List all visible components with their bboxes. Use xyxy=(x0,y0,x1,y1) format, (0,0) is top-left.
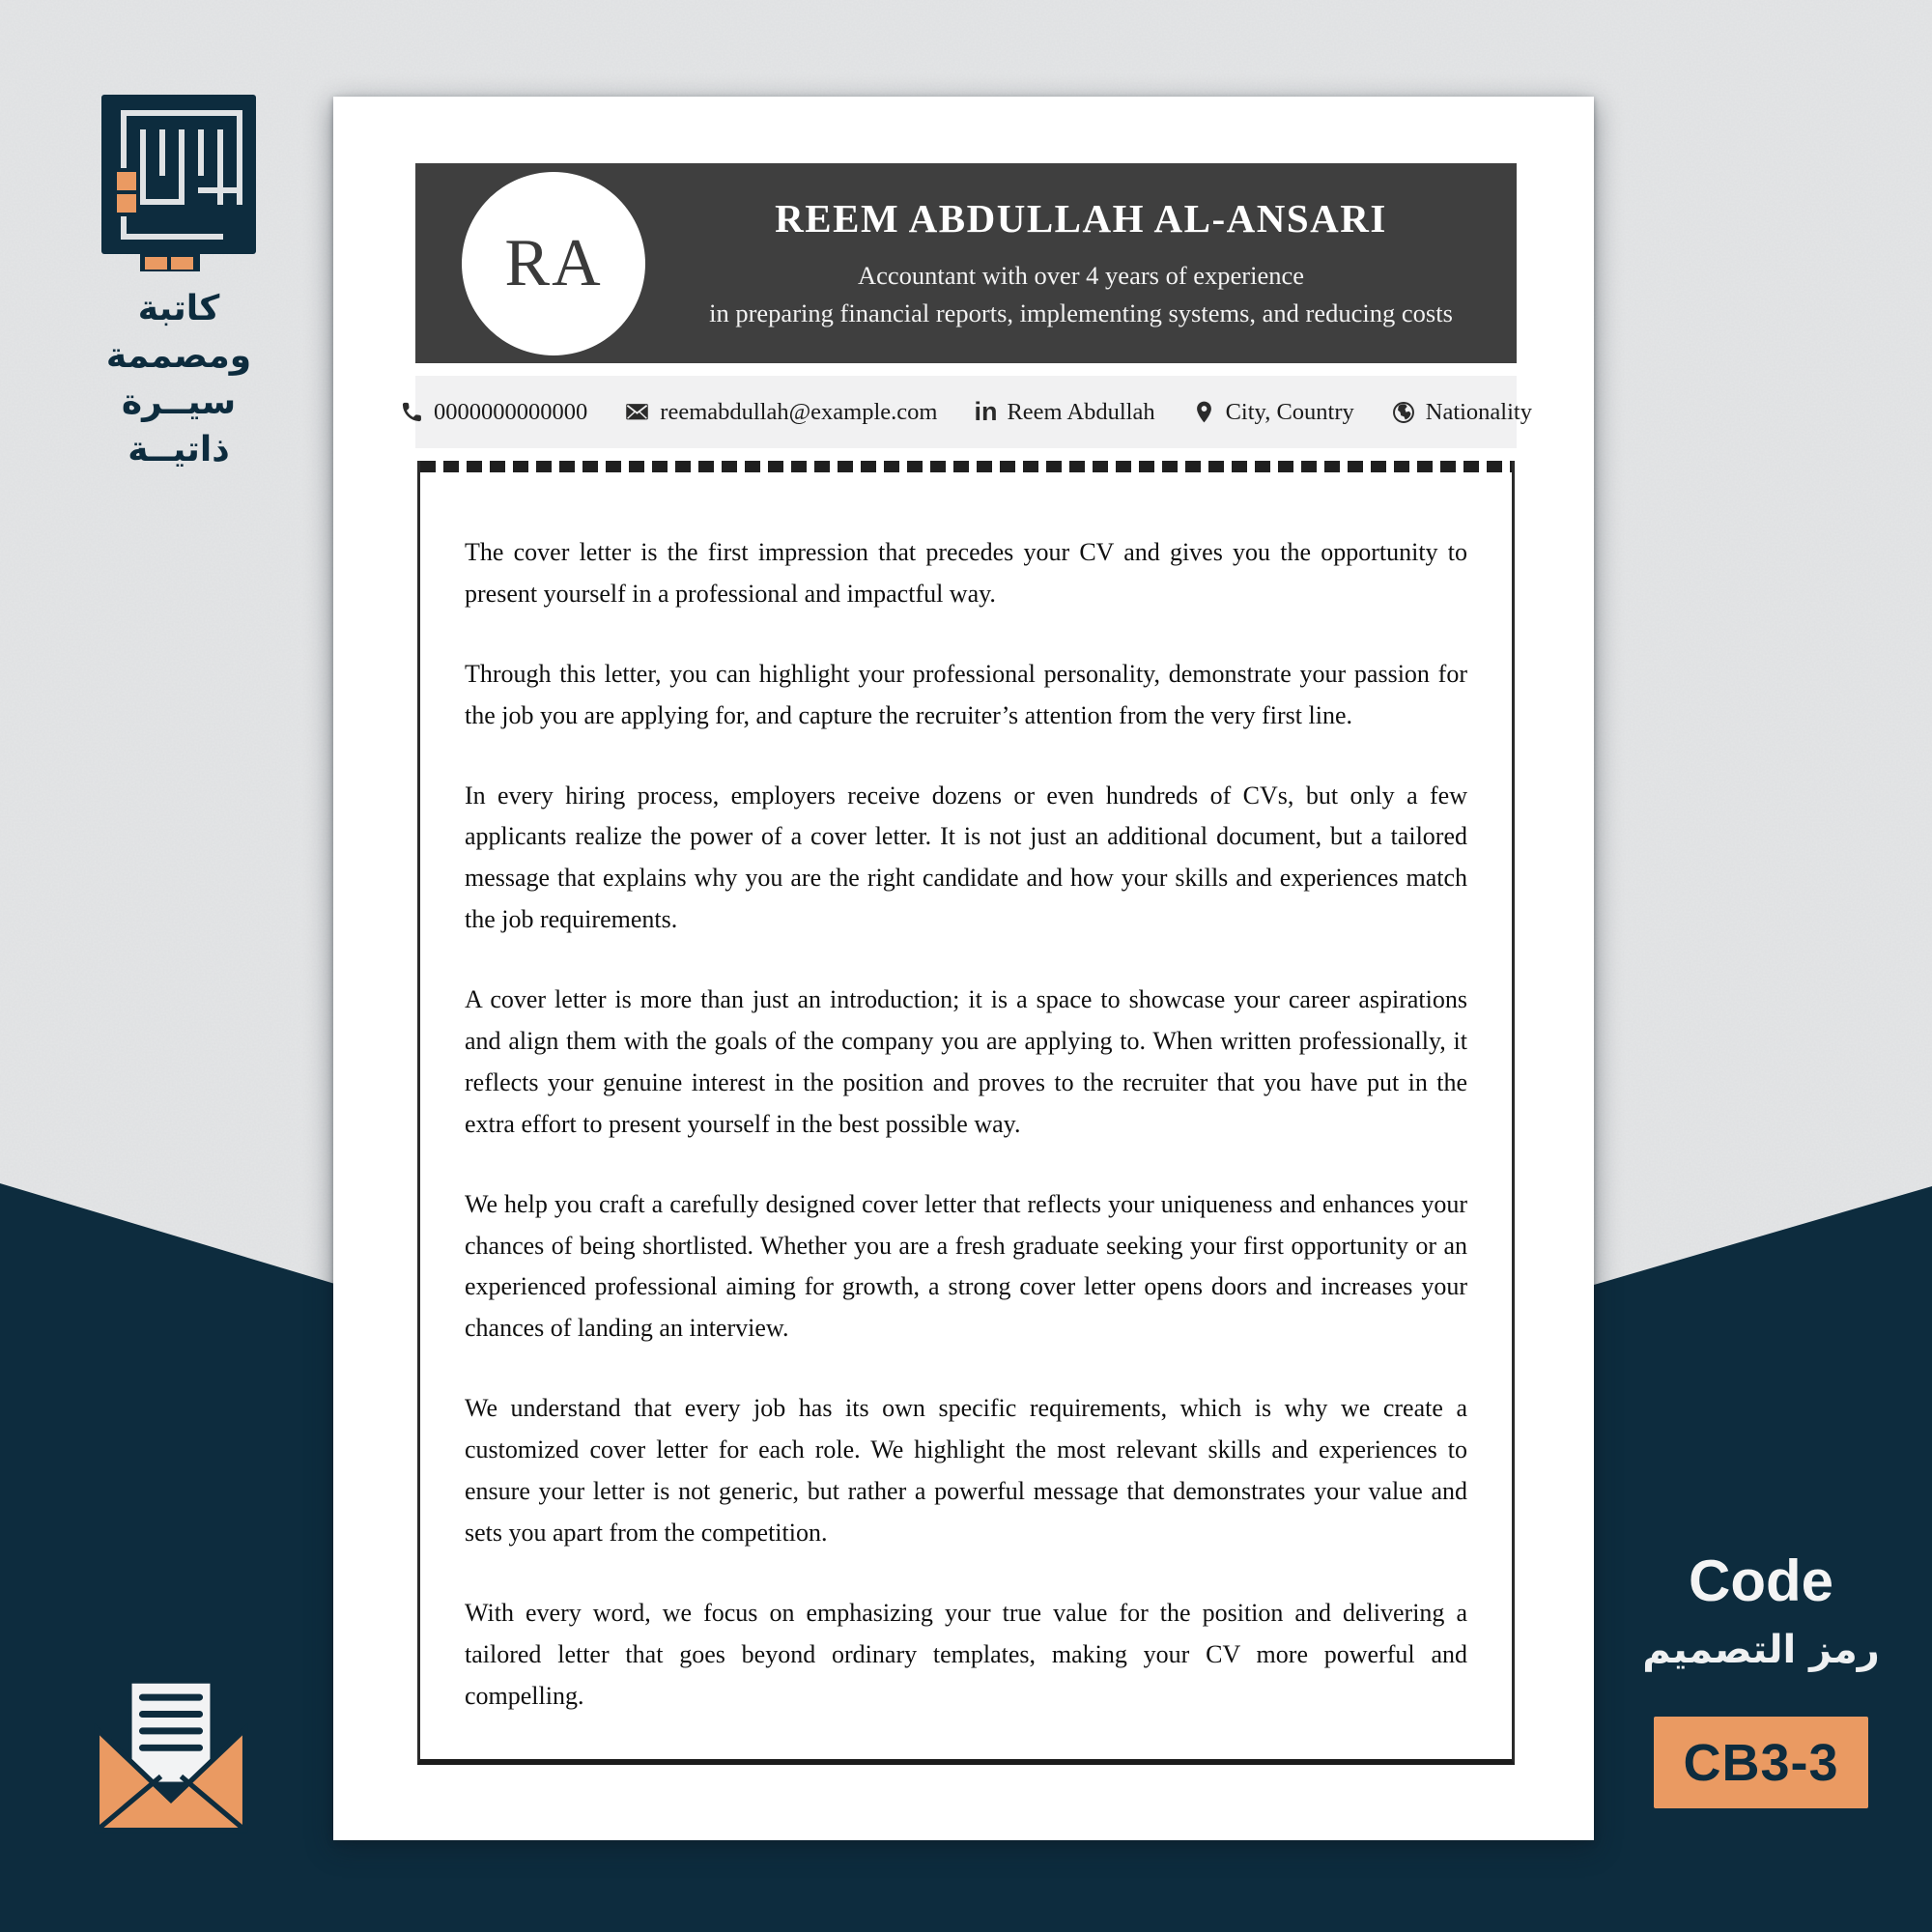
letter-paragraph: In every hiring process, employers receive dozens or even hundreds of CVs, but only a few applicants realize the power of a cover letter. It is not just an additional document, but a tailored message that explains why you are the right candidate and how your skills and experiences match the job requirements. xyxy=(465,781,1467,934)
contact-bar xyxy=(415,376,1532,448)
contact-email xyxy=(624,399,937,426)
letter-paragraph: The cover letter is the first impression that precedes your CV and gives you the opportunity to present yourself in a professional and impactful way. xyxy=(465,538,1467,608)
contact-linkedin-text: Reem Abdullah xyxy=(1007,398,1155,425)
letter-paragraph: We help you craft a carefully designed cover letter that reflects your uniqueness and enhances your chances of being shortlisted. Whether you are a fresh graduate seeking your first opportunity or an experienced professional aiming for growth, a strong cover letter opens doors and increases your chances of landing an interview. xyxy=(465,1189,1467,1343)
contact-linkedin xyxy=(974,399,1154,426)
design-code-badge xyxy=(1654,1717,1868,1808)
brand-caption-line1: كاتبة ومصممة xyxy=(105,289,252,376)
contact-location xyxy=(1192,399,1354,426)
letter-paragraph: With every word, we focus on emphasizing your true value for the position and delivering a tailored letter that goes beyond ordinary templates, making your CV more powerful and compelling. xyxy=(465,1598,1467,1710)
email-icon xyxy=(624,399,650,425)
header-text-block xyxy=(645,195,1517,331)
brand-caption-line2: سيــرة ذاتيــة xyxy=(121,383,237,469)
contact-location-text: City, Country xyxy=(1225,398,1354,425)
brand-block xyxy=(72,95,285,473)
brand-caption xyxy=(72,286,285,473)
letter-paragraph: A cover letter is more than just an introduction; it is a space to showcase your career aspirations and align them with the goals of the company you are applying to. When written professionally, it reflects your genuine interest in the position and proves to the recruiter that you have put in the extra effort to present yourself in the best possible way. xyxy=(465,985,1467,1138)
envelope-letter-icon xyxy=(87,1672,255,1840)
dashed-top-border xyxy=(420,461,1512,472)
code-subtitle-arabic: رمز التصميم xyxy=(1642,1628,1880,1672)
contact-phone-text: 0000000000000 xyxy=(434,398,588,425)
location-pin-icon xyxy=(1192,400,1216,424)
person-name: REEM ABDULLAH AL-ANSARI xyxy=(775,196,1387,242)
contact-nationality xyxy=(1391,399,1532,426)
phone-icon xyxy=(400,400,424,424)
code-title: Code xyxy=(1689,1548,1833,1613)
linkedin-icon: in xyxy=(974,397,998,426)
document-header xyxy=(415,163,1517,363)
cover-letter-page xyxy=(333,97,1594,1840)
globe-icon xyxy=(1391,400,1416,425)
tagline-line2: in preparing financial reports, implementing systems, and reducing costs xyxy=(709,298,1453,327)
contact-phone xyxy=(400,399,587,426)
avatar-initials: RA xyxy=(504,226,603,300)
contact-nationality-text: Nationality xyxy=(1425,398,1532,425)
design-code-panel xyxy=(1631,1548,1891,1808)
design-code-value: CB3-3 xyxy=(1683,1733,1839,1792)
avatar-initials-badge xyxy=(462,172,645,355)
brand-logo-icon xyxy=(99,95,258,274)
tagline-line1: Accountant with over 4 years of experience xyxy=(857,261,1305,291)
letter-paragraph: Through this letter, you can highlight your professional personality, demonstrate your passion for the job you are applying for, and capture the recruiter’s attention from the very first line. xyxy=(465,659,1467,729)
letter-content xyxy=(420,472,1512,1717)
contact-email-text: reemabdullah@example.com xyxy=(660,398,938,425)
letter-paragraph: We understand that every job has its own specific requirements, which is why we create a customized cover letter for each role. We highlight the most relevant skills and experiences to ensure your letter is not generic, but rather a powerful message that demonstrates your value and sets you apart from the competition. xyxy=(465,1394,1467,1547)
letter-body-box xyxy=(417,461,1515,1765)
person-tagline xyxy=(645,257,1517,331)
